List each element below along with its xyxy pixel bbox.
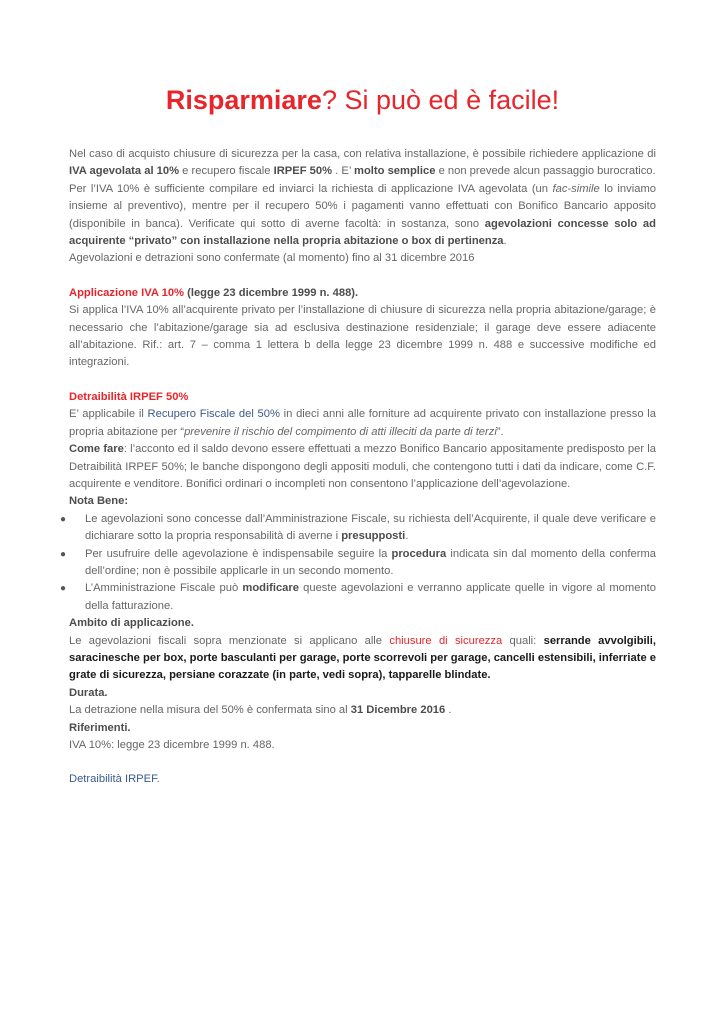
- text: .: [503, 235, 507, 248]
- detraibilita-irpef-link[interactable]: Detraibilità IRPEF: [69, 773, 157, 786]
- text: e recupero fiscale: [179, 165, 274, 178]
- ambito-paragraph: [69, 633, 656, 685]
- text: queste agevolazioni e verranno applicate quelle in vigore al momento della fatturazione.: [85, 582, 656, 612]
- italic-text: prevenire il rischio del compimento di atti illeciti da parte di terzi: [184, 425, 497, 438]
- iva-body: Si applica l’IVA 10% all’acquirente privato per l’installazione di chiusure di sicurezza nella propria abitazione/garage; è necessario che l’abitazione/garage sia ad esclusiva destinazione residenziale; il garage deve essere adiacente all’abitazione. Rif.: art. 7 – comma 1 lettera b della legge 23 dicembre 1999 n. 488 e successive modifiche ed integrazioni.: [69, 304, 656, 369]
- text: L’Amministrazione Fiscale può: [85, 582, 243, 595]
- text: La detrazione nella misura del 50% è confermata sino al: [69, 704, 351, 717]
- bullet-icon: ●: [60, 513, 67, 525]
- intro-paragraph-3: Agevolazioni e detrazioni sono confermate (al momento) fino al 31 dicembre 2016: [69, 252, 475, 265]
- list-item: [60, 511, 656, 546]
- iva-heading: [69, 285, 656, 302]
- text: .: [445, 704, 452, 717]
- page-title: [0, 82, 725, 118]
- intro-paragraph-1: [69, 146, 656, 181]
- iva-heading-red: Applicazione IVA 10%: [69, 286, 185, 299]
- text: Per usufruire delle agevolazione è indispensabile seguire la: [85, 547, 392, 560]
- text: Le agevolazioni sono concesse dall’Amministrazione Fiscale, su richiesta dell’Acquirente, il quale deve verificare e dichiarare sotto la propria responsabilità di averne i: [85, 512, 656, 543]
- iva-heading-rest: (legge 23 dicembre 1999 n. 488).: [184, 286, 359, 299]
- list-item: [60, 580, 656, 615]
- ambito-label: Ambito di applicazione.: [69, 617, 194, 630]
- text: E’ applicabile il: [69, 408, 148, 421]
- text: quali:: [502, 634, 544, 647]
- durata-paragraph: [69, 702, 656, 719]
- bold-text: IVA agevolata al 10%: [69, 165, 180, 178]
- bold-text: modificare: [242, 582, 299, 595]
- bold-text: agevolazioni concesse solo ad acquirente “privato” con installazione nella propria abitazione o box di pertinenza: [69, 217, 656, 248]
- document-body: [60, 146, 656, 789]
- bold-text: presupposti: [341, 530, 406, 543]
- bold-text: serrande avvolgibili, saracinesche per box, porte basculanti per garage, porte scorrevoli per garage, cancelli estensibili, inferriate e grate di sicurezza, persiane corazzate (in parte, vedi sopra), tapparelle blindate.: [69, 634, 656, 682]
- intro-paragraph-2: [69, 181, 656, 251]
- text: indicata sin dal momento della conferma dell’ordine; non è possibile applicarle in un secondo momento.: [85, 547, 656, 577]
- text: in dieci anni alle forniture ad acquirente privato con installazione presso la propria abitazione per “: [69, 408, 656, 438]
- bold-text: 31 Dicembre 2016: [350, 704, 446, 717]
- text: lo inviamo insieme al preventivo), mentre per il recupero 50% i pagamenti vanno effettuati con Bonifico Bancario apposito (disponibile in banca). Verificate qui sotto di averne facoltà: in sostanza, sono: [69, 182, 656, 230]
- list-item: [60, 546, 656, 581]
- chiusure-sicurezza-link[interactable]: chiusure di sicurezza: [389, 634, 503, 647]
- text: .: [405, 530, 409, 543]
- final-link-paragraph: [69, 771, 656, 788]
- bullet-icon: ●: [60, 583, 67, 595]
- title-rest: ? Si può ed è facile!: [321, 85, 560, 115]
- text: e non prevede alcun passaggio burocratico.: [435, 165, 656, 178]
- bold-text: IRPEF 50%: [273, 165, 333, 178]
- recupero-fiscale-link[interactable]: Recupero Fiscale del 50%: [147, 408, 280, 421]
- text: ”.: [496, 425, 504, 438]
- riferimenti-label: Riferimenti.: [69, 721, 131, 734]
- nota-bene-list: [60, 511, 656, 615]
- italic-text: fac-simile: [552, 182, 600, 195]
- irpef-heading: Detraibilità IRPEF 50%: [69, 390, 189, 403]
- text: Le agevolazioni fiscali sopra menzionate si applicano alle: [69, 634, 390, 647]
- come-fare-paragraph: [69, 441, 656, 493]
- title-bold: Risparmiare: [165, 85, 322, 115]
- bullet-icon: ●: [60, 548, 67, 560]
- riferimenti-paragraph: IVA 10%: legge 23 dicembre 1999 n. 488.: [69, 739, 275, 751]
- text: : l’acconto ed il saldo devono essere effettuati a mezzo Bonifico Bancario appositamente predisposto per la Detraibilità IRPEF 50%; le banche dispongono degli appositi moduli, che contengono tutti i dati da indicare, come C.F. acquirente e venditore. Bonifici ordinari o incompleti non consentono l’applicazione dell’agevolazione.: [69, 443, 656, 490]
- durata-label: Durata.: [69, 686, 108, 699]
- irpef-paragraph-1: [69, 406, 656, 441]
- bold-text: molto semplice: [354, 165, 436, 178]
- text: Nel caso di acquisto chiusure di sicurezza per la casa, con relativa installazione, è possibile richiedere applicazione di: [69, 148, 656, 160]
- text: . E’: [332, 165, 355, 178]
- bold-text: procedura: [391, 547, 447, 560]
- nota-bene-label: Nota Bene:: [69, 495, 129, 508]
- text: Per l’IVA 10% è sufficiente compilare ed inviarci la richiesta di applicazione IVA agevolata (un: [69, 182, 553, 195]
- come-fare-label: Come fare: [69, 443, 124, 456]
- text: .: [156, 773, 160, 786]
